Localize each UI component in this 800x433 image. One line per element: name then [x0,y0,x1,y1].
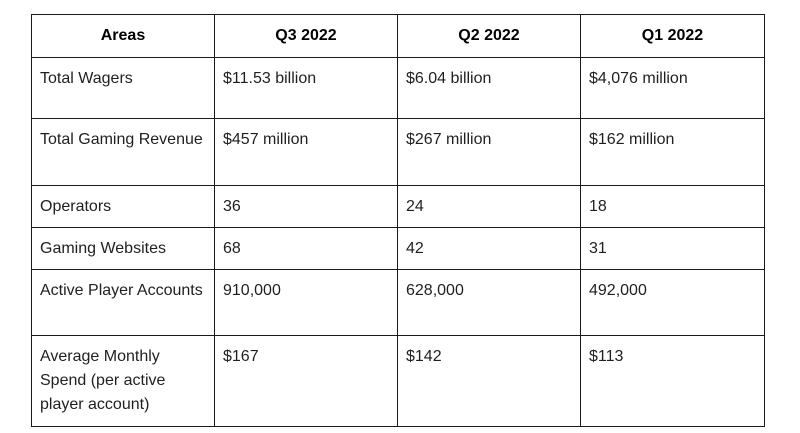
header-q1-2022: Q1 2022 [581,15,765,58]
row-label: Total Gaming Revenue [32,119,215,186]
cell-q3: 910,000 [215,270,398,336]
cell-q1: 31 [581,228,765,270]
row-label: Total Wagers [32,58,215,119]
cell-q2: 42 [398,228,581,270]
row-label: Active Player Accounts [32,270,215,336]
cell-q1: $162 million [581,119,765,186]
gaming-stats-table [31,14,765,427]
cell-q1: $4,076 million [581,58,765,119]
cell-q1: 18 [581,186,765,228]
gaming-stats-table-container [31,14,765,427]
header-q2-2022: Q2 2022 [398,15,581,58]
cell-q2: 24 [398,186,581,228]
table-row [32,58,765,119]
table-row [32,270,765,336]
table-row [32,186,765,228]
cell-q3: 36 [215,186,398,228]
cell-q3: $11.53 billion [215,58,398,119]
cell-q2: $6.04 billion [398,58,581,119]
row-label: Operators [32,186,215,228]
header-areas: Areas [32,15,215,58]
row-label: Gaming Websites [32,228,215,270]
header-q3-2022: Q3 2022 [215,15,398,58]
table-row [32,119,765,186]
cell-q3: $167 [215,336,398,427]
cell-q1: 492,000 [581,270,765,336]
table-row [32,336,765,427]
cell-q2: 628,000 [398,270,581,336]
row-label: Average Monthly Spend (per active player account) [32,336,215,427]
cell-q3: $457 million [215,119,398,186]
table-row [32,228,765,270]
cell-q1: $113 [581,336,765,427]
cell-q3: 68 [215,228,398,270]
table-header-row [32,15,765,58]
cell-q2: $142 [398,336,581,427]
cell-q2: $267 million [398,119,581,186]
